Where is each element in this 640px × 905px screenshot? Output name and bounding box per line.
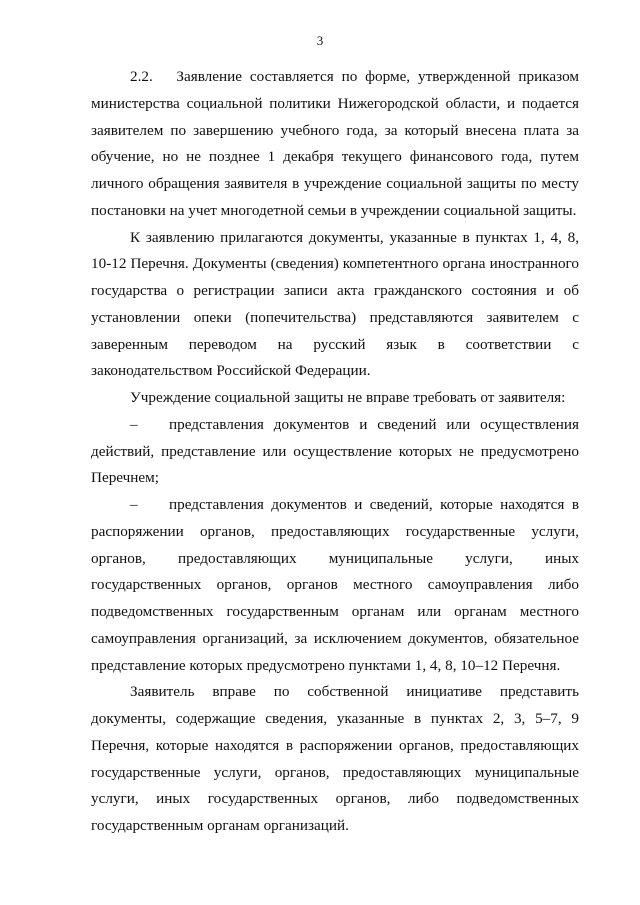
paragraph-attached-documents: К заявлению прилагаются документы, указанные в пунктах 1, 4, 8, 10-12 Перечня. Документы (сведения) компетентного органа иностранного государства о регистрации записи акта гражданского состояния и об установлении опеки (попечительства) представляются заявителем с заверенным переводом на русский язык в соответствии с законодательством Российской Федерации. [91, 228, 579, 380]
paragraph-restrictions-intro: Учреждение социальной защиты не вправе требовать от заявителя: [130, 389, 566, 406]
list-item [91, 492, 579, 679]
list-item-text: представления документов и сведений или осуществления действий, представление или осуществление которых не предусмотрено Перечнем; [91, 415, 579, 487]
dash-marker: – [130, 496, 138, 513]
list-item-text: представления документов и сведений, которые находятся в распоряжении органов, предоставляющих государственные услуги, органов, предоставляющих муниципальные услуги, иных государственных органов, органов местного самоуправления либо подведомственных государственным органам или органам местного самоуправления организаций, за исключением документов, обязательное представление которых предусмотрено пунктами 1, 4, 8, 10–12 Перечня. [91, 496, 579, 674]
document-body [91, 64, 579, 840]
page-number: 3 [316, 33, 324, 48]
list-item [91, 412, 579, 492]
paragraph-applicant-right: Заявитель вправе по собственной инициативе представить документы, содержащие сведения, указанные в пунктах 2, 3, 5–7, 9 Перечня, которые находятся в распоряжении органов, предоставляющих государственные услуги, органов, предоставляющих муниципальные услуги, иных государственных органов, либо подведомственных государственным органам организаций. [91, 683, 579, 834]
dash-marker: – [130, 415, 138, 433]
paragraph-2-2: 2.2. Заявление составляется по форме, утвержденной приказом министерства социальной политики Нижегородской области, и подается заявителем по завершению учебного года, за который внесена плата за обучение, но не позднее 1 декабря текущего финансового года, путем личного обращения заявителя в учреждение социальной защиты по месту постановки на учет многодетной семьи в учреждении социальной защиты. [91, 68, 579, 219]
